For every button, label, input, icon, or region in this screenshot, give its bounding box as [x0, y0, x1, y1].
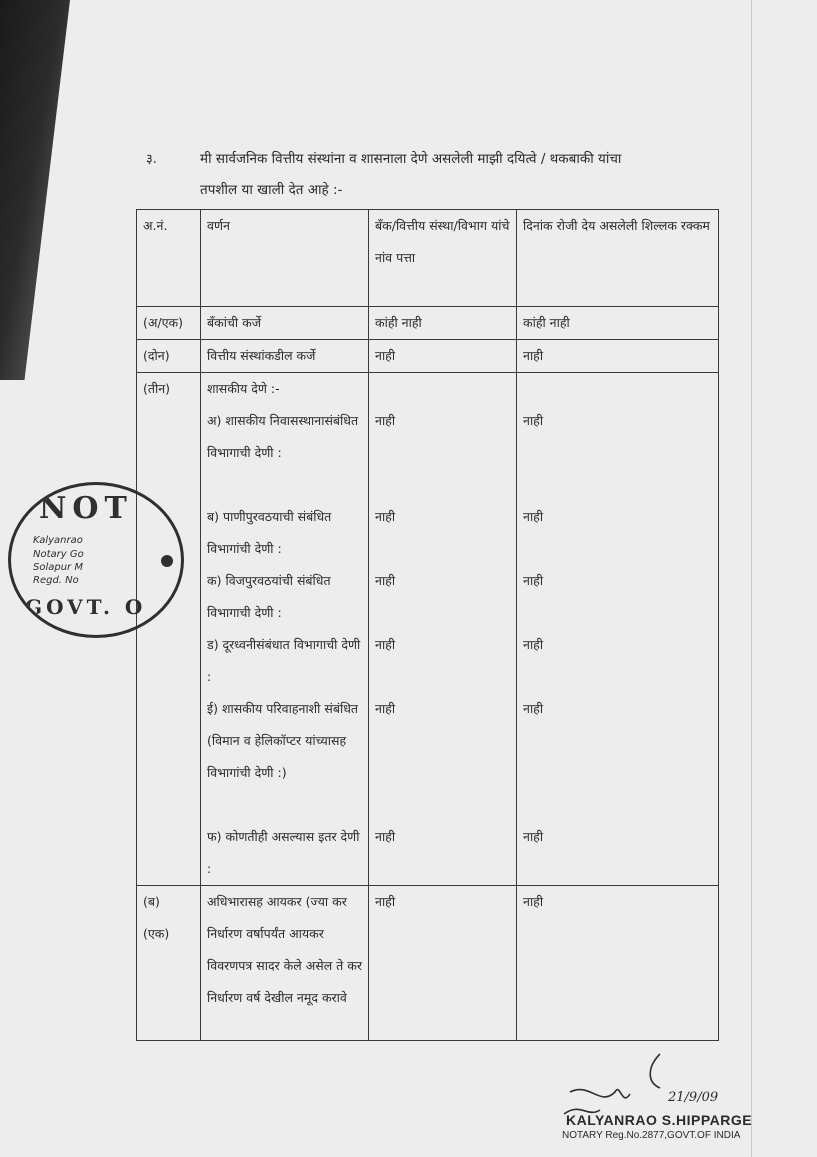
- scan-fold-line: [751, 0, 752, 1157]
- spacer: [523, 373, 712, 405]
- govt-item-description: फ) कोणतीही असल्यास इतर देणी :: [207, 829, 360, 876]
- header-amount: दिनांक रोजी देय असलेली शिल्लक रक्कम: [517, 210, 719, 307]
- govt-item-institution: नाही: [375, 509, 396, 524]
- govt-item-amount: नाही: [523, 701, 544, 716]
- row-description: अधिभारासह आयकर (ज्या कर निर्धारण वर्षापर्यंत आयकर विवरणपत्र सादर केले असेल ते कर निर्धारण वर्ष देखील नमूद करावे: [201, 886, 369, 1041]
- notary-stamp: [8, 482, 184, 638]
- stamp-text-line: Solapur M: [33, 562, 83, 573]
- govt-item-description: ब) पाणीपुरवठयाची संबंधित विभागांची देणी :: [207, 509, 332, 556]
- signature-date: 21/9/09: [668, 1090, 719, 1105]
- table-row-income-tax: [137, 886, 719, 1041]
- paragraph-line-2: तपशील या खाली देत आहे :-: [200, 182, 343, 198]
- paragraph-line-1: मी सार्वजनिक वित्तीय संस्थांना व शासनाला देणे असलेली माझी दयित्वे / थकबाकी यांचा: [200, 151, 622, 167]
- govt-item-institution: नाही: [375, 413, 396, 428]
- liabilities-table: [136, 209, 719, 1041]
- row-amount: नाही: [517, 886, 719, 1041]
- govt-item-description: अ) शासकीय निवासस्थानासंबंधित विभागाची देणी :: [207, 413, 359, 460]
- spacer: [375, 373, 510, 405]
- govt-item-amount: नाही: [523, 573, 544, 588]
- govt-item-institution: नाही: [375, 829, 396, 844]
- scan-edge-shadow: [0, 0, 70, 380]
- table-header-row: [137, 210, 719, 307]
- govt-item-institution: नाही: [375, 637, 396, 652]
- govt-item-institution: नाही: [375, 573, 396, 588]
- paragraph-number: ३.: [146, 152, 157, 167]
- govt-item-amount: नाही: [523, 509, 544, 524]
- row-serial: [137, 886, 201, 1041]
- govt-item-amount: नाही: [523, 637, 544, 652]
- header-description: वर्णन: [201, 210, 369, 307]
- table-row-government-dues: [137, 373, 719, 886]
- govt-item-description: ड) दूरध्वनीसंबंधात विभागाची देणी :: [207, 637, 361, 684]
- stamp-top-text: NOT: [39, 491, 133, 526]
- row-serial: (दोन): [137, 340, 201, 373]
- govt-item-amount: नाही: [523, 829, 544, 844]
- govt-dues-amount: [517, 373, 719, 886]
- row-amount: कांही नाही: [517, 307, 719, 340]
- notary-registration: NOTARY Reg.No.2877,GOVT.OF INDIA: [562, 1130, 741, 1141]
- stamp-text-line: Notary Go: [33, 549, 84, 560]
- govt-item-description: क) विजपुरवठयांची संबंधित विभागाची देणी :: [207, 573, 331, 620]
- stamp-text-line: Kalyanrao: [33, 535, 83, 546]
- govt-dues-description: [201, 373, 369, 886]
- row-institution: कांही नाही: [369, 307, 517, 340]
- header-serial: अ.नं.: [137, 210, 201, 307]
- row-serial-line: (एक): [143, 926, 170, 941]
- notary-name: KALYANRAO S.HIPPARGE: [566, 1112, 753, 1128]
- row-description: बँकांची कर्जे: [201, 307, 369, 340]
- table-row: [137, 340, 719, 373]
- row-serial: (तीन): [137, 373, 201, 886]
- stamp-dot: [161, 555, 173, 567]
- row-serial-line: (ब): [143, 894, 160, 909]
- row-institution: नाही: [369, 340, 517, 373]
- govt-dues-heading: शासकीय देणे :-: [207, 381, 280, 396]
- table-row: [137, 307, 719, 340]
- govt-item-description: ई) शासकीय परिवाहनाशी संबंधित (विमान व हेलिकॉप्टर यांच्यासह विभागांची देणी :): [207, 701, 359, 780]
- stamp-text-line: Regd. No: [33, 575, 79, 586]
- row-amount: नाही: [517, 340, 719, 373]
- row-serial: (अ/एक): [137, 307, 201, 340]
- row-institution: नाही: [369, 886, 517, 1041]
- govt-item-institution: नाही: [375, 701, 396, 716]
- row-description: वित्तीय संस्थांकडील कर्जे: [201, 340, 369, 373]
- header-institution: बँक/वित्तीय संस्था/विभाग यांचे नांव पत्ता: [369, 210, 517, 307]
- govt-item-amount: नाही: [523, 413, 544, 428]
- stamp-bottom-text: GOVT. O: [25, 595, 147, 619]
- govt-dues-institution: [369, 373, 517, 886]
